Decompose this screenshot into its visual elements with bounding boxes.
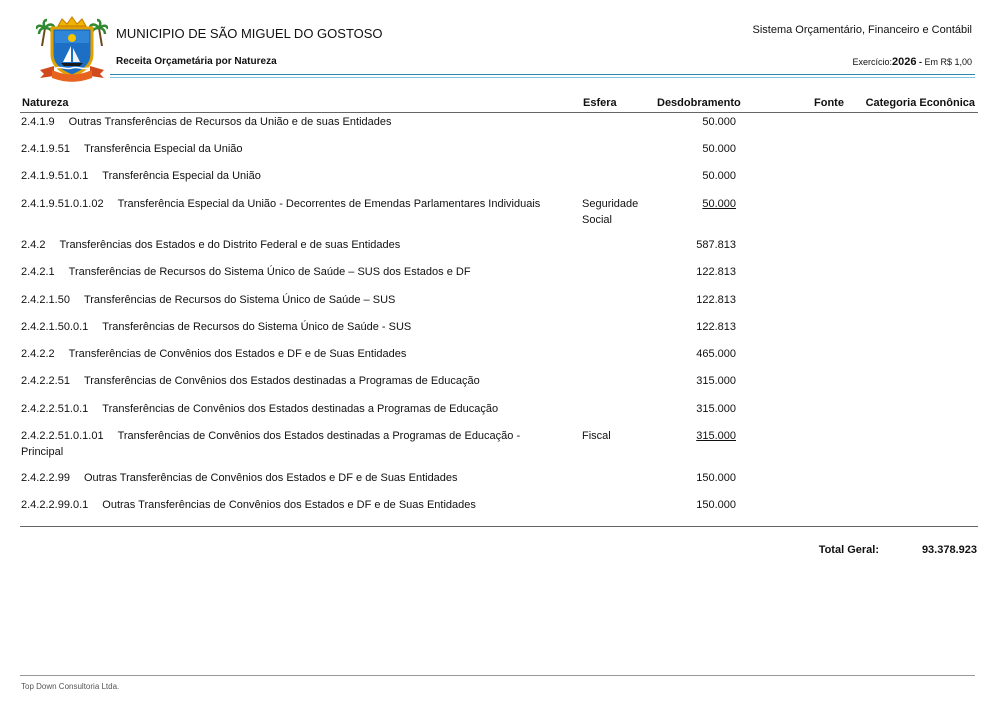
- natureza-code: 2.4.1.9.51.0.1.02: [21, 198, 104, 210]
- desdobramento-value: 465.000: [696, 348, 736, 360]
- exercise-separator: -: [916, 57, 925, 67]
- natureza-cell: [21, 497, 541, 513]
- desdobramento-value: 50.000: [702, 170, 736, 182]
- natureza-code: 2.4.2.1.50: [21, 294, 70, 306]
- exercise-label: Exercício:: [852, 57, 892, 67]
- desdobramento-value: 122.813: [696, 321, 736, 333]
- total-label: Total Geral:: [818, 544, 879, 556]
- column-header-fonte: Fonte: [814, 97, 844, 109]
- column-header-rule: [20, 112, 978, 113]
- exercise-info: [852, 56, 972, 68]
- column-header-esfera: Esfera: [583, 97, 617, 109]
- natureza-description: Transferências de Convênios dos Estados destinadas a Programas de Educação: [102, 403, 499, 415]
- header-divider-secondary: [110, 77, 975, 78]
- natureza-description: Transferências de Convênios dos Estados destinadas a Programas de Educação - Principal: [21, 430, 521, 458]
- natureza-cell: [21, 346, 541, 362]
- natureza-cell: [21, 196, 541, 212]
- natureza-code: 2.4.2.2.51: [21, 375, 70, 387]
- report-title: Receita Orçametária por Natureza: [116, 56, 277, 67]
- esfera-cell: Fiscal: [582, 430, 611, 442]
- natureza-code: 2.4.1.9: [21, 116, 55, 128]
- natureza-cell: [21, 141, 541, 157]
- desdobramento-value: 150.000: [696, 472, 736, 484]
- natureza-code: 2.4.2.2.51.0.1: [21, 403, 89, 415]
- natureza-code: 2.4.2.2.51.0.1.01: [21, 430, 104, 442]
- desdobramento-value: 315.000: [696, 430, 736, 442]
- desdobramento-value: 122.813: [696, 294, 736, 306]
- natureza-cell: [21, 319, 541, 335]
- desdobramento-value: 315.000: [696, 403, 736, 415]
- natureza-cell: [21, 373, 541, 389]
- esfera-cell: Seguridade Social: [582, 198, 639, 226]
- natureza-code: 2.4.1.9.51.0.1: [21, 170, 89, 182]
- natureza-code: 2.4.2: [21, 239, 46, 251]
- natureza-description: Transferências de Recursos do Sistema Único de Saúde - SUS: [102, 321, 412, 333]
- natureza-cell: [21, 292, 541, 308]
- natureza-cell: [21, 114, 541, 130]
- natureza-cell: [21, 237, 541, 253]
- natureza-description: Transferências de Convênios dos Estados destinadas a Programas de Educação: [83, 375, 480, 387]
- natureza-description: Outras Transferências de Convênios dos Estados e DF e de Suas Entidades: [83, 472, 458, 484]
- system-name: Sistema Orçamentário, Financeiro e Contábil: [752, 24, 972, 36]
- natureza-description: Outras Transferências de Recursos da União e de suas Entidades: [68, 116, 392, 128]
- natureza-code: 2.4.2.1.50.0.1: [21, 321, 89, 333]
- column-header-natureza: Natureza: [22, 97, 69, 109]
- natureza-description: Transferências de Recursos do Sistema Único de Saúde – SUS: [83, 294, 396, 306]
- natureza-code: 2.4.2.2.99: [21, 472, 70, 484]
- natureza-description: Transferências de Recursos do Sistema Único de Saúde – SUS dos Estados e DF: [68, 266, 471, 278]
- natureza-cell: [21, 401, 541, 417]
- natureza-cell: [21, 428, 521, 460]
- natureza-code: 2.4.2.2: [21, 348, 55, 360]
- currency-note: Em R$ 1,00: [924, 57, 972, 67]
- natureza-description: Outras Transferências de Convênios dos Estados e DF e de Suas Entidades: [102, 499, 476, 511]
- municipality-name: MUNICIPIO DE SÃO MIGUEL DO GOSTOSO: [116, 26, 383, 41]
- natureza-cell: [21, 264, 541, 280]
- column-header-desdobramento: Desdobramento: [657, 97, 741, 109]
- table-end-rule: [20, 526, 978, 527]
- footer-company: Top Down Consultoria Ltda.: [21, 682, 120, 691]
- footer-divider: [20, 675, 975, 676]
- municipal-coat-of-arms-icon: [36, 16, 108, 82]
- natureza-code: 2.4.2.1: [21, 266, 55, 278]
- desdobramento-value: 50.000: [702, 116, 736, 128]
- natureza-description: Transferências de Convênios dos Estados e DF e de Suas Entidades: [68, 348, 407, 360]
- natureza-cell: [21, 470, 541, 486]
- desdobramento-value: 50.000: [702, 198, 736, 210]
- natureza-cell: [21, 168, 541, 184]
- natureza-description: Transferência Especial da União: [102, 170, 261, 182]
- column-header-categoria: Categoria Econônica: [865, 97, 975, 109]
- natureza-description: Transferências dos Estados e do Distrito Federal e de suas Entidades: [59, 239, 401, 251]
- natureza-code: 2.4.2.2.99.0.1: [21, 499, 89, 511]
- natureza-code: 2.4.1.9.51: [21, 143, 70, 155]
- total-value: 93.378.923: [921, 544, 977, 556]
- desdobramento-value: 150.000: [696, 499, 736, 511]
- desdobramento-value: 587.813: [696, 239, 736, 251]
- natureza-description: Transferência Especial da União - Decorrentes de Emendas Parlamentares Individuais: [117, 198, 541, 210]
- desdobramento-value: 50.000: [702, 143, 736, 155]
- header-divider: [110, 74, 975, 75]
- desdobramento-value: 122.813: [696, 266, 736, 278]
- desdobramento-value: 315.000: [696, 375, 736, 387]
- exercise-year: 2026: [891, 56, 917, 68]
- natureza-description: Transferência Especial da União: [83, 143, 243, 155]
